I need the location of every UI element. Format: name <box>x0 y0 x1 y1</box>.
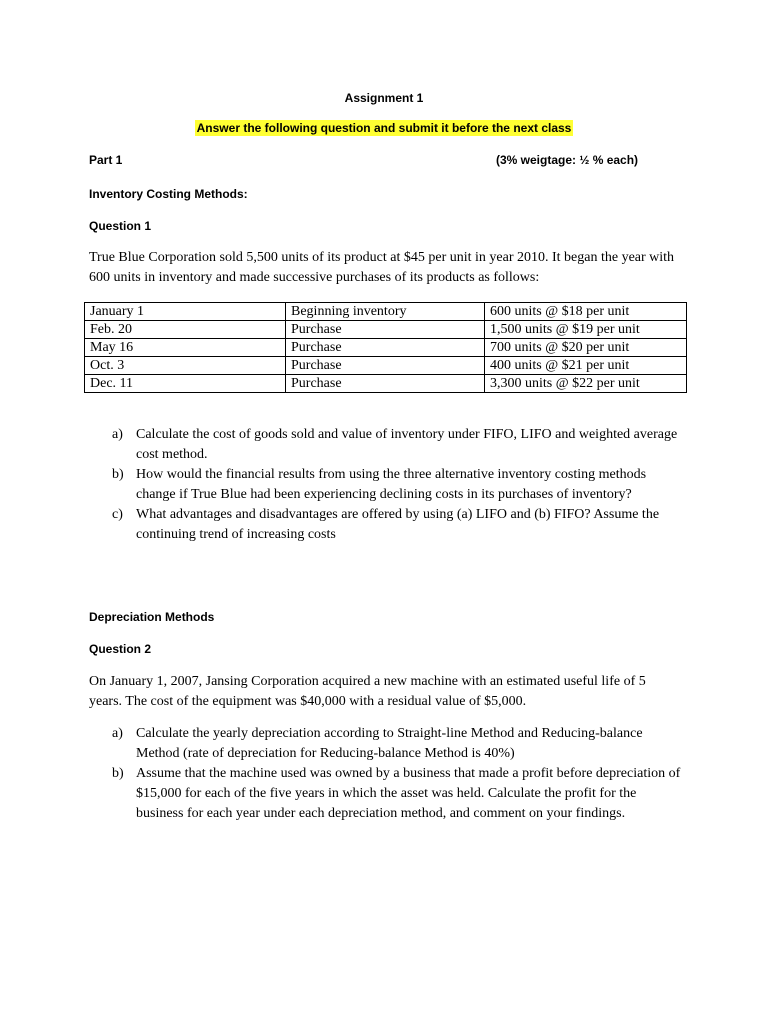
table-cell-date: May 16 <box>85 339 286 357</box>
list-marker: a) <box>112 427 123 442</box>
list-item-text: Calculate the cost of goods sold and value of inventory under FIFO, LIFO and weighted average cost method. <box>136 427 678 462</box>
list-item <box>112 505 682 545</box>
table-cell-units: 3,300 units @ $22 per unit <box>485 375 687 393</box>
weightage-note: (3% weigtage: ½ % each) <box>496 153 639 167</box>
table-row <box>85 375 687 393</box>
table-row <box>85 357 687 375</box>
table-cell-date: January 1 <box>85 303 286 321</box>
question-1-text: True Blue Corporation sold 5,500 units of its product at $45 per unit in year 2010. It began the year with 600 units in inventory and made successive purchases of its products as follows: <box>89 250 675 285</box>
list-item <box>112 764 682 824</box>
question-1-label: Question 1 <box>89 219 152 233</box>
highlighted-instruction: Answer the following question and submit it before the next class <box>196 121 572 135</box>
table-cell-type: Purchase <box>286 357 485 375</box>
question-2-text: On January 1, 2007, Jansing Corporation acquired a new machine with an estimated useful life of 5 years. The cost of the equipment was $40,000 with a residual value of $5,000. <box>89 674 646 709</box>
table-row <box>85 339 687 357</box>
list-item <box>112 425 682 465</box>
section-heading-inventory: Inventory Costing Methods: <box>89 187 248 201</box>
instruction-line <box>0 121 768 135</box>
list-item <box>112 465 682 505</box>
table-cell-units: 600 units @ $18 per unit <box>485 303 687 321</box>
list-item <box>112 724 682 764</box>
table-cell-date: Dec. 11 <box>85 375 286 393</box>
table-cell-date: Oct. 3 <box>85 357 286 375</box>
table-cell-units: 700 units @ $20 per unit <box>485 339 687 357</box>
list-marker: c) <box>112 507 123 522</box>
table-row <box>85 321 687 339</box>
table-cell-type: Beginning inventory <box>286 303 485 321</box>
question-2-label: Question 2 <box>89 642 152 656</box>
table-cell-type: Purchase <box>286 375 485 393</box>
list-item-text: What advantages and disadvantages are offered by using (a) LIFO and (b) FIFO? Assume the continuing trend of increasing costs <box>136 507 660 542</box>
table-cell-type: Purchase <box>286 321 485 339</box>
table-cell-units: 400 units @ $21 per unit <box>485 357 687 375</box>
table-row <box>85 303 687 321</box>
question-1-subparts <box>112 425 682 545</box>
list-marker: a) <box>112 726 123 741</box>
table-cell-units: 1,500 units @ $19 per unit <box>485 321 687 339</box>
list-marker: b) <box>112 766 124 781</box>
list-item-text: Assume that the machine used was owned by a business that made a profit before depreciation of $15,000 for each of the five years in which the asset was held. Calculate the profit for the business for each year under each depreciation method, and comment on your findings. <box>136 766 681 821</box>
assignment-title: Assignment 1 <box>344 91 424 105</box>
purchases-table <box>84 302 687 393</box>
section-heading-depreciation: Depreciation Methods <box>89 610 215 624</box>
list-item-text: How would the financial results from using the three alternative inventory costing methods change if True Blue had been experiencing declining costs in its purchases of inventory? <box>136 467 647 502</box>
table-cell-type: Purchase <box>286 339 485 357</box>
list-item-text: Calculate the yearly depreciation according to Straight-line Method and Reducing-balance Method (rate of depreciation for Reducing-balance Method is 40%) <box>136 726 643 761</box>
question-2-subparts <box>112 724 682 824</box>
part-label: Part 1 <box>89 153 123 167</box>
list-marker: b) <box>112 467 124 482</box>
table-cell-date: Feb. 20 <box>85 321 286 339</box>
